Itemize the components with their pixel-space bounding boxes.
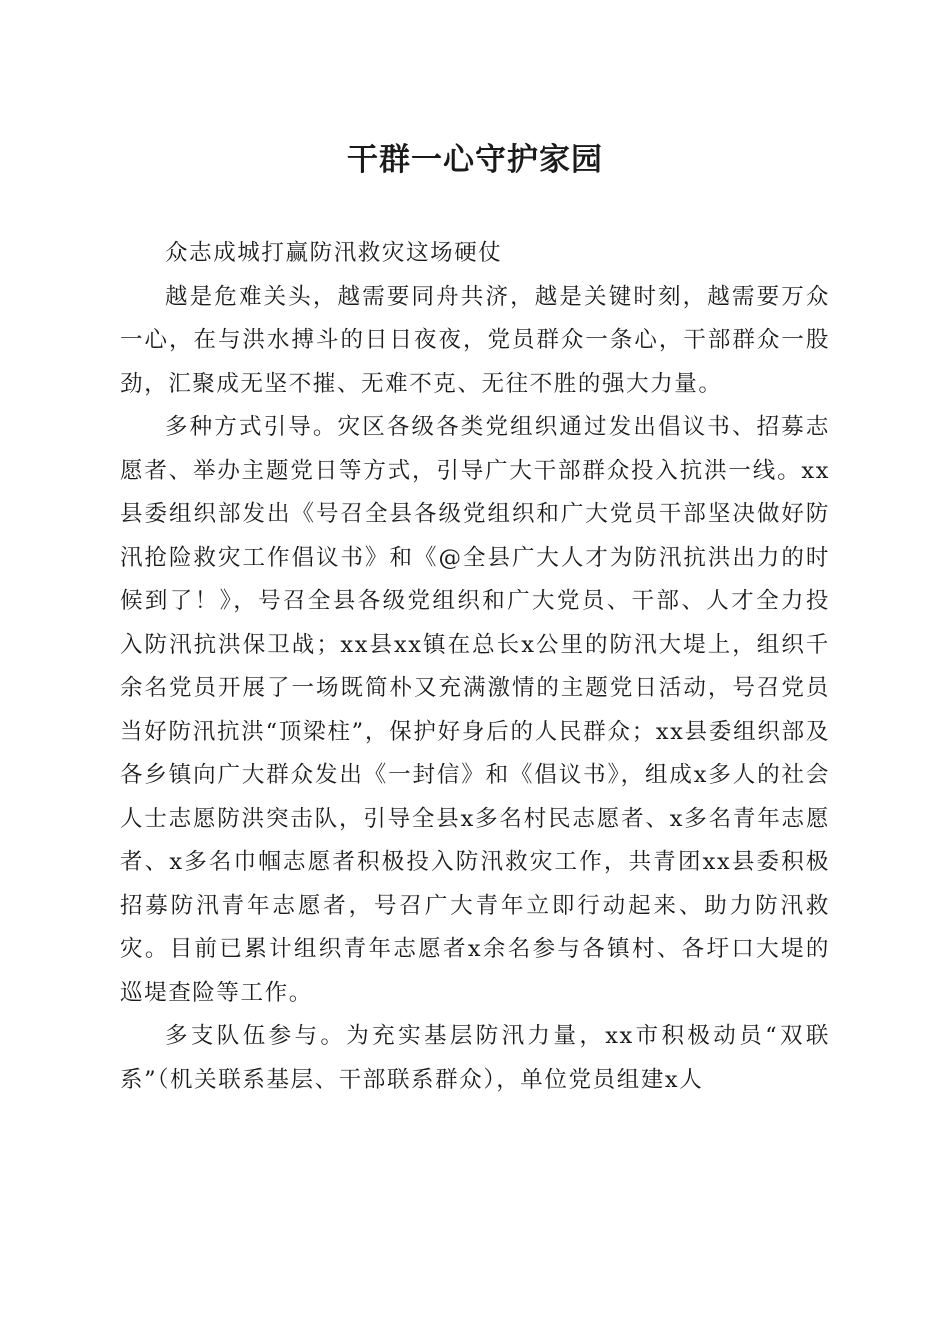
teams-paragraph: 多支队伍参与。为充实基层防汛力量，xx市积极动员“双联系”（机关联系基层、干部联系群众），单位党员组建x人: [120, 1023, 830, 1093]
intro-paragraph: 越是危难关头，越需要同舟共济，越是关键时刻，越需要万众一心，在与洪水搏斗的日日夜夜，党员群众一条心，干部群众一股劲，汇聚成无坚不摧、无难不克、无往不胜的强大力量。: [120, 283, 830, 397]
subtitle-paragraph: 众志成城打赢防汛救灾这场硬仗: [165, 240, 503, 266]
document-body: [120, 232, 830, 1102]
document-title: 干群一心守护家园: [347, 142, 603, 178]
guidance-paragraph: 多种方式引导。灾区各级各类党组织通过发出倡议书、招募志愿者、举办主题党日等方式，引导广大干部群众投入抗洪一线。xx县委组织部发出《号召全县各级党组织和广大党员干部坚决做好防汛抢险救灾工作倡议书》和《@全县广大人才为防汛抗洪出力的时候到了！》，号召全县各级党组织和广大党员、干部、人才全力投入防汛抗洪保卫战；xx县xx镇在总长x公里的防汛大堤上，组织千余名党员开展了一场既简朴又充满激情的主题党日活动，号召党员当好防汛抗洪“顶梁柱”，保护好身后的人民群众；xx县委组织部及各乡镇向广大群众发出《一封信》和《倡议书》，组成x多人的社会人士志愿防洪突击队，引导全县x多名村民志愿者、x多名青年志愿者、x多名巾帼志愿者积极投入防汛救灾工作，共青团xx县委积极招募防汛青年志愿者，号召广大青年立即行动起来、助力防汛救灾。目前已累计组织青年志愿者x余名参与各镇村、各圩口大堤的巡堤查险等工作。: [120, 414, 830, 1006]
